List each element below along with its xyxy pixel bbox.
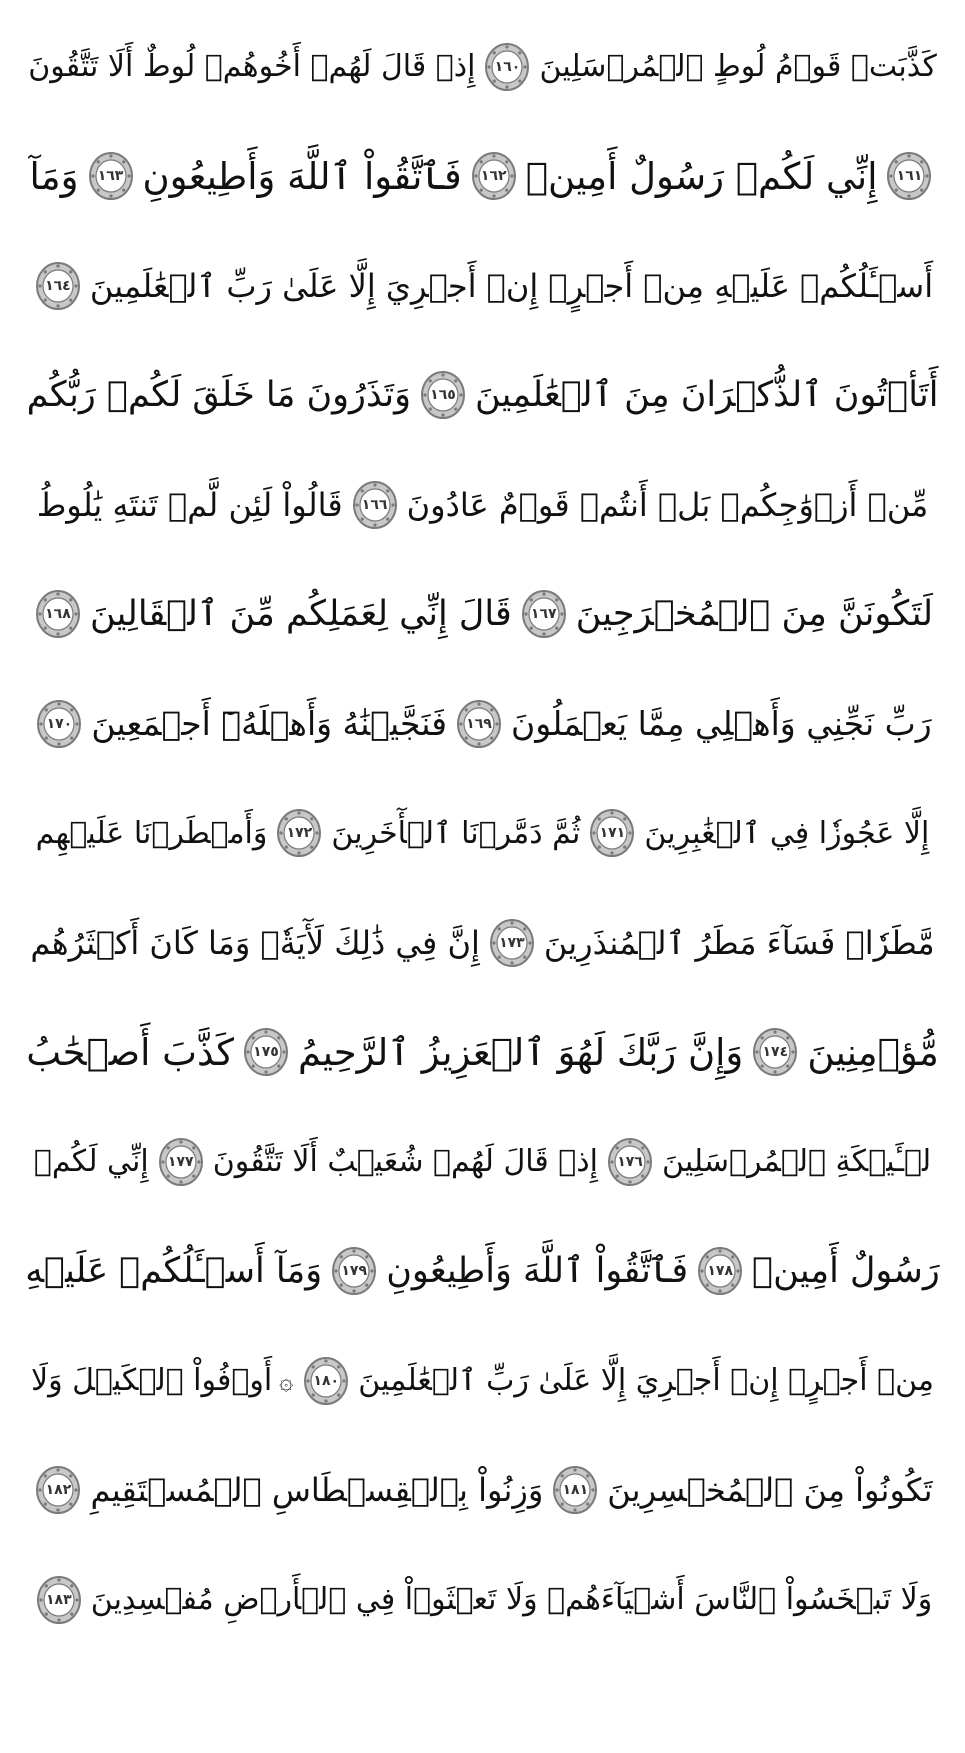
verse-text: قَالَ إِنِّي لِعَمَلِكُم مِّنَ ٱلۡقَالِينَ [89, 594, 512, 635]
ayah-number-marker [303, 1356, 349, 1406]
text-line [22, 122, 943, 232]
ayah-number-marker [471, 151, 517, 201]
ayah-number-marker [158, 1137, 204, 1187]
ayah-number: ١٦٢ [480, 168, 507, 185]
ayah-number-marker [489, 918, 535, 968]
verse-text: وَتَذَرُونَ مَا خَلَقَ لَكُمۡ رَبُّكُم [26, 375, 411, 416]
ayah-number: ١٧٧ [167, 1153, 194, 1170]
ayah-number-marker [36, 1575, 82, 1625]
verse-text: رَسُولٌ أَمِينٞ [752, 1251, 940, 1292]
ayah-number-marker [243, 1027, 289, 1077]
ayah-number: ١٧٤ [762, 1044, 789, 1061]
verse-text: إِنِّي لَكُمۡ [33, 1144, 149, 1180]
verse-text: كَذَّبَتۡ قَوۡمُ لُوطٍ ٱلۡمُرۡسَلِينَ [539, 49, 937, 85]
text-line [22, 669, 943, 779]
ayah-number: ١٨٢ [45, 1482, 72, 1499]
text-line [22, 560, 943, 670]
ayah-number-marker [36, 699, 82, 749]
ayah-number-marker [35, 1465, 81, 1515]
verse-text: أَوۡفُواْ ٱلۡكَيۡلَ وَلَا [31, 1363, 273, 1399]
ayah-number-marker [484, 42, 530, 92]
verse-text: مَّطَرٗاۖ فَسَآءَ مَطَرُ ٱلۡمُنذَرِينَ [543, 923, 935, 962]
verse-text: لۡـَٔيۡكَةِ ٱلۡمُرۡسَلِينَ [662, 1144, 932, 1180]
text-line [22, 1107, 943, 1217]
ayah-number-marker [697, 1246, 743, 1296]
ayah-number: ١٦٨ [45, 606, 71, 623]
text-line [22, 12, 943, 122]
ayah-number: ١٦٤ [45, 277, 71, 294]
verse-text: أَسۡـَٔلُكُمۡ عَلَيۡهِ مِنۡ أَجۡرٍۖ إِنۡ أَجۡرِيَ إِلَّا عَلَىٰ رَبِّ ٱلۡعَٰلَمِينَ [89, 266, 934, 305]
ayah-number: ١٧٦ [617, 1153, 643, 1170]
ayah-number-marker [752, 1027, 798, 1077]
verse-text: مِنۡ أَجۡرٍۖ إِنۡ أَجۡرِيَ إِلَّا عَلَىٰ رَبِّ ٱلۡعَٰلَمِينَ [358, 1363, 934, 1399]
verse-text: إِذۡ قَالَ لَهُمۡ أَخُوهُمۡ لُوطٌ أَلَا تَتَّقُونَ [28, 49, 476, 85]
ayah-number-marker [276, 808, 322, 858]
verse-text: كَذَّبَ أَصۡحَٰبُ [26, 1030, 234, 1074]
ayah-number-marker [552, 1465, 598, 1515]
ayah-number-marker [35, 589, 81, 639]
verse-text: تَكُونُواْ مِنَ ٱلۡمُخۡسِرِينَ [607, 1471, 933, 1510]
verse-text: رَبِّ نَجِّنِي وَأَهۡلِي مِمَّا يَعۡمَلُونَ [510, 704, 932, 744]
verse-text: قَالُواْ لَئِن لَّمۡ تَنتَهِ يَٰلُوطُ [36, 485, 343, 524]
verse-text: وَمَآ أَسۡـَٔلُكُمۡ عَلَيۡهِ [25, 1251, 323, 1292]
text-line [22, 779, 943, 889]
text-line [22, 998, 943, 1108]
rub-el-hizb-icon: ۞ [279, 1366, 294, 1395]
verse-text: مُّؤۡمِنِينَ [807, 1030, 939, 1074]
text-line [22, 231, 943, 341]
ayah-number: ١٧٩ [341, 1263, 368, 1280]
ayah-number-marker [886, 151, 932, 201]
verse-text: لَتَكُونَنَّ مِنَ ٱلۡمُخۡرَجِينَ [575, 594, 934, 635]
verse-text: مِّنۡ أَزۡوَٰجِكُمۚ بَلۡ أَنتُمۡ قَوۡمٌ عَادُونَ [406, 485, 929, 524]
ayah-number: ١٦٧ [530, 606, 557, 623]
verse-text: إِنِّي لَكُمۡ رَسُولٌ أَمِينٞ [525, 154, 878, 198]
ayah-number: ١٦٣ [97, 168, 124, 185]
ayah-number: ١٧٥ [253, 1044, 279, 1061]
ayah-number-marker [352, 480, 398, 530]
ayah-number: ١٦٦ [361, 496, 388, 513]
text-line [22, 1545, 943, 1655]
ayah-number-marker [607, 1137, 653, 1187]
verse-text: وَلَا تَبۡخَسُواْ ٱلنَّاسَ أَشۡيَآءَهُمۡ وَلَا تَعۡثَوۡاْ فِي ٱلۡأَرۡضِ مُفۡسِدِينَ [90, 1582, 933, 1618]
verse-text: وَزِنُواْ بِٱلۡقِسۡطَاسِ ٱلۡمُسۡتَقِيمِ [90, 1471, 544, 1510]
ayah-number: ١٧٣ [499, 934, 525, 951]
ayah-number: ١٧١ [599, 825, 626, 842]
ayah-number-marker [456, 699, 502, 749]
ayah-number: ١٦١ [896, 168, 923, 185]
ayah-number-marker [35, 261, 81, 311]
verse-text: ثُمَّ دَمَّرۡنَا ٱلۡأٓخَرِينَ [331, 815, 581, 851]
ayah-number: ١٨٣ [45, 1591, 72, 1608]
ayah-number: ١٨٠ [313, 1372, 340, 1389]
ayah-number-marker [420, 370, 466, 420]
ayah-number-marker [589, 808, 635, 858]
ayah-number: ١٧٨ [707, 1263, 733, 1280]
ayah-number: ١٦٩ [466, 715, 492, 732]
verse-text: فَنَجَّيۡنَٰهُ وَأَهۡلَهُۥٓ أَجۡمَعِينَ [91, 704, 447, 744]
text-line [22, 1326, 943, 1436]
ayah-number: ١٧٢ [286, 825, 313, 842]
ayah-number-marker [331, 1246, 377, 1296]
verse-text: إِذۡ قَالَ لَهُمۡ شُعَيۡبٌ أَلَا تَتَّقُونَ [212, 1144, 598, 1180]
text-line [22, 888, 943, 998]
verse-text: فَٱتَّقُواْ ٱللَّهَ وَأَطِيعُونِ [386, 1251, 689, 1292]
ayah-number: ١٨١ [562, 1482, 589, 1499]
verse-text: وَإِنَّ رَبَّكَ لَهُوَ ٱلۡعَزِيزُ ٱلرَّحِيمُ [297, 1030, 744, 1074]
ayah-number: ١٧٠ [46, 715, 73, 732]
verse-text: إِلَّا عَجُوزٗا فِي ٱلۡغَٰبِرِينَ [644, 815, 930, 851]
text-line [22, 1436, 943, 1546]
ayah-number: ١٦٥ [430, 387, 456, 404]
text-line [22, 450, 943, 560]
verse-text: وَأَمۡطَرۡنَا عَلَيۡهِم [35, 815, 268, 851]
ayah-number-marker [88, 151, 134, 201]
verse-text: أَتَأۡتُونَ ٱلذُّكۡرَانَ مِنَ ٱلۡعَٰلَمِينَ [474, 375, 939, 416]
ayah-number: ١٦٠ [494, 58, 521, 75]
verse-text: إِنَّ فِي ذَٰلِكَ لَأٓيَةٗۖ وَمَا كَانَ أَكۡثَرُهُم [30, 923, 480, 962]
verse-text: فَٱتَّقُواْ ٱللَّهَ وَأَطِيعُونِ [142, 154, 462, 198]
text-line [22, 341, 943, 451]
verse-text: وَمَآ [29, 154, 79, 198]
text-line [22, 1217, 943, 1327]
ayah-number-marker [521, 589, 567, 639]
